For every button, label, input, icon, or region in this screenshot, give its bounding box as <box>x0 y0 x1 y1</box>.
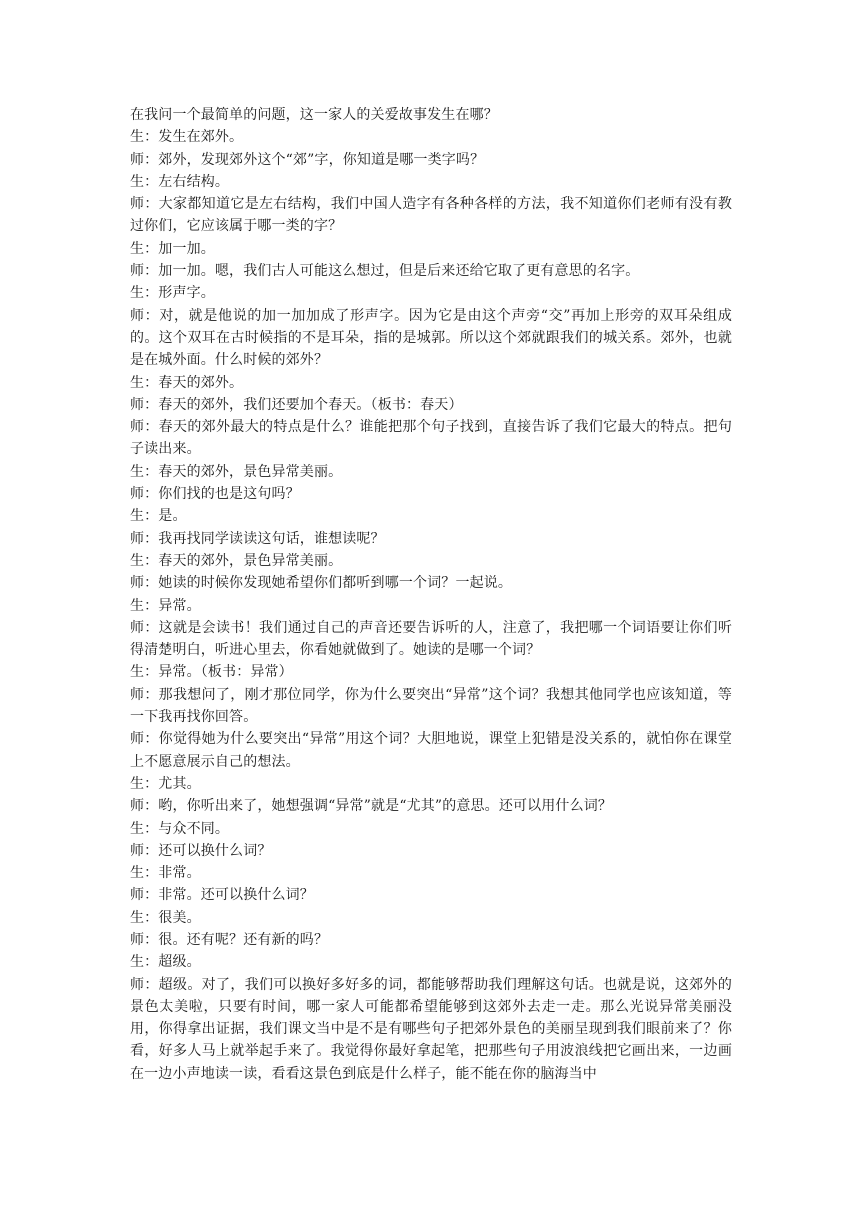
paragraph-26: 生：与众不同。 <box>130 820 230 837</box>
paragraph-24: 生：尤其。 <box>130 775 201 792</box>
paragraph-9: 师：对，就是他说的加一加加成了形声字。因为它是由这个声旁“交”再加上形旁的双耳朵组成的。这个双耳在古时候指的不是耳朵，指的是城郭。所以这个郊就跟我们的城关系。郊外，也就是在城外面。什么时候的郊外？ <box>130 307 732 369</box>
paragraph-20: 师：这就是会读书！我们通过自己的声音还要告诉听的人，注意了，我把哪一个词语要让你们听得清楚明白，听进心里去，你看她就做到了。她读的是哪一个词？ <box>130 619 732 659</box>
paragraph-8: 生：形声字。 <box>130 285 215 302</box>
paragraph-29: 师：非常。还可以换什么词？ <box>130 887 314 904</box>
paragraph-19: 生：异常。 <box>130 597 201 614</box>
paragraph-32: 生：超级。 <box>130 954 201 971</box>
paragraph-27: 师：还可以换什么词？ <box>130 842 272 859</box>
paragraph-22: 师：那我想问了，刚才那位同学，你为什么要突出“异常”这个词？我想其他同学也应该知道，等一下我再找你回答。 <box>130 686 732 726</box>
paragraph-3: 师：郊外，发现郊外这个“郊”字，你知道是哪一类字吗？ <box>130 151 485 168</box>
paragraph-18: 师：她读的时候你发现她希望你们都听到哪一个词？一起说。 <box>130 575 513 592</box>
paragraph-31: 师：很。还有呢？还有新的吗？ <box>130 931 329 948</box>
paragraph-21: 生：异常。（板书：异常） <box>130 664 293 681</box>
paragraph-7: 师：加一加。嗯，我们古人可能这么想过，但是后来还给它取了更有意思的名字。 <box>130 263 640 280</box>
paragraph-5: 师：大家都知道它是左右结构，我们中国人造字有各种各样的方法，我不知道你们老师有没有教过你们，它应该属于哪一类的字？ <box>130 196 732 235</box>
paragraph-11: 师：春天的郊外，我们还要加个春天。（板书：春天） <box>130 396 463 413</box>
paragraph-25: 师：哟，你听出来了，她想强调“异常”就是“尤其”的意思。还可以用什么词？ <box>130 798 613 815</box>
paragraph-12: 师：春天的郊外最大的特点是什么？谁能把那个句子找到，直接告诉了我们它最大的特点。把句子读出来。 <box>130 419 732 458</box>
paragraph-4: 生：左右结构。 <box>130 173 230 190</box>
paragraph-6: 生：加一加。 <box>130 240 215 257</box>
paragraph-1: 在我问一个最简单的问题，这一家人的关爱故事发生在哪？ <box>130 107 498 123</box>
paragraph-16: 师：我再找同学读读这句话，谁想读呢？ <box>130 530 385 547</box>
paragraph-30: 生：很美。 <box>130 909 201 926</box>
paragraph-33: 师：超级。对了，我们可以换好多好多的词，都能够帮助我们理解这句话。也就是说，这郊外的景色太美啦，只要有时间，哪一家人可能都希望能够到这郊外去走一走。那么光说异常美丽没用，你得拿出证据，我们课文当中是不是有哪些句子把郊外景色的美丽呈现到我们眼前来了？你看，好多人马上就举起手来了。我觉得你最好拿起笔，把那些句子用波浪线把它画出来，一边画在一边小声地读一读，看看这景色到底是什么样子，能不能在你的脑海当中 <box>130 976 732 1082</box>
paragraph-13: 生：春天的郊外，景色异常美丽。 <box>130 463 343 480</box>
paragraph-23: 师：你觉得她为什么要突出“异常”用这个词？大胆地说，课堂上犯错是没关系的，就怕你在课堂上不愿意展示自己的想法。 <box>130 731 732 770</box>
paragraph-2: 生：发生在郊外。 <box>130 129 244 146</box>
paragraph-14: 师：你们找的也是这句吗？ <box>130 486 300 503</box>
paragraph-15: 生：是。 <box>130 508 187 525</box>
document-page <box>130 104 732 1085</box>
paragraph-28: 生：非常。 <box>130 865 201 882</box>
paragraph-10: 生：春天的郊外。 <box>130 374 244 391</box>
paragraph-17: 生：春天的郊外，景色异常美丽。 <box>130 552 343 569</box>
